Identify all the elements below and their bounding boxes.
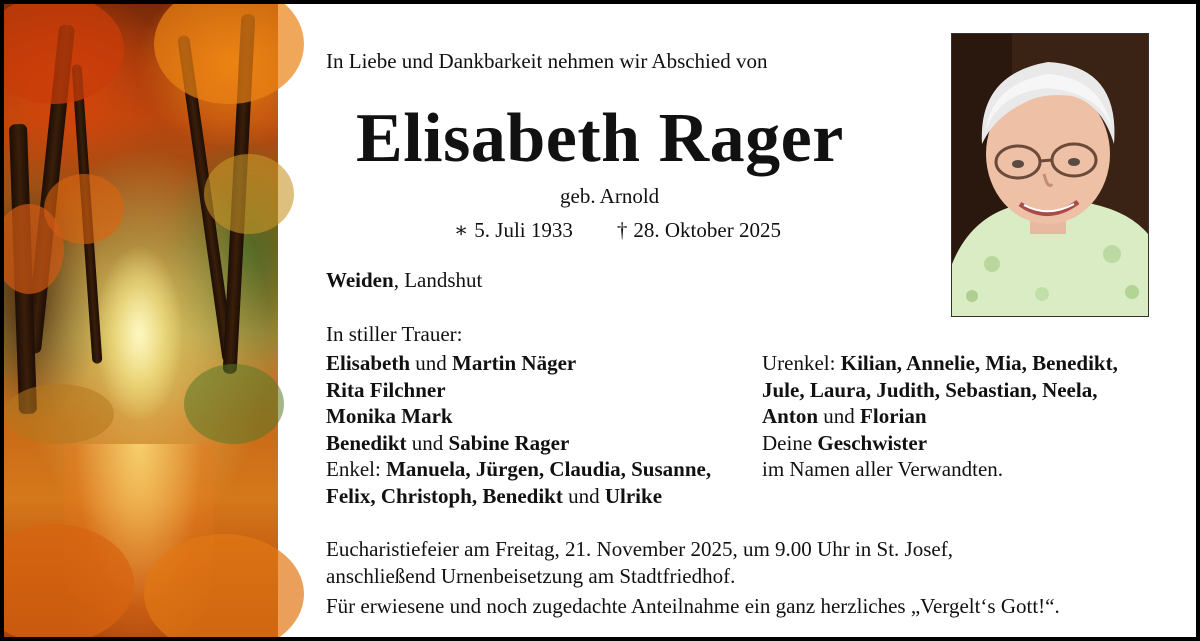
birth-star-icon: ∗ (454, 218, 469, 242)
service-info (326, 536, 953, 590)
hometown: Weiden, Landshut (326, 268, 483, 292)
intro-line: In Liebe und Dankbarkeit nehmen wir Abschied von (326, 49, 768, 73)
mourner-line: Elisabeth und Martin Näger (326, 351, 577, 375)
siblings-line: Deine Geschwister (762, 430, 928, 455)
mourners-left-column (326, 350, 746, 509)
mourners-right-column (762, 350, 1182, 483)
maiden-name: geb. Arnold (560, 184, 660, 208)
great-grandchildren-line: Anton und Florian (762, 404, 927, 428)
mourning-heading: In stiller Trauer: (326, 322, 463, 346)
grandchildren-line: Enkel: Manuela, Jürgen, Claudia, Susanne, (326, 457, 712, 481)
thanks-line: Für erwiesene und noch zugedachte Anteilnahme ein ganz herzliches „Vergelt‘s Gott!“. (326, 594, 1060, 618)
mourner-line: Rita Filchner (326, 377, 446, 402)
portrait-illustration (952, 34, 1148, 316)
mourner-line: Monika Mark (326, 404, 453, 428)
relatives-line: im Namen aller Verwandten. (762, 457, 1004, 481)
death-cross-icon: † (616, 218, 628, 242)
great-grandchildren-line: Urenkel: Kilian, Annelie, Mia, Benedikt, (762, 351, 1118, 375)
portrait-photo (951, 33, 1149, 317)
grandchildren-line: Felix, Christoph, Benedikt und Ulrike (326, 483, 663, 508)
life-dates (454, 218, 787, 243)
autumn-forest-image (4, 4, 278, 637)
service-line-1: Eucharistiefeier am Freitag, 21. November 2025, um 9.00 Uhr in St. Josef, (326, 537, 953, 561)
deceased-name: Elisabeth Rager (356, 100, 844, 177)
mourner-line: Benedikt und Sabine Rager (326, 430, 570, 455)
great-grandchildren-line: Jule, Laura, Judith, Sebastian, Neela, (762, 377, 1098, 402)
service-line-2: anschließend Urnenbeisetzung am Stadtfriedhof. (326, 564, 736, 588)
death-date: † 28. Oktober 2025 (616, 218, 781, 242)
birth-date: ∗ 5. Juli 1933 (454, 218, 573, 242)
